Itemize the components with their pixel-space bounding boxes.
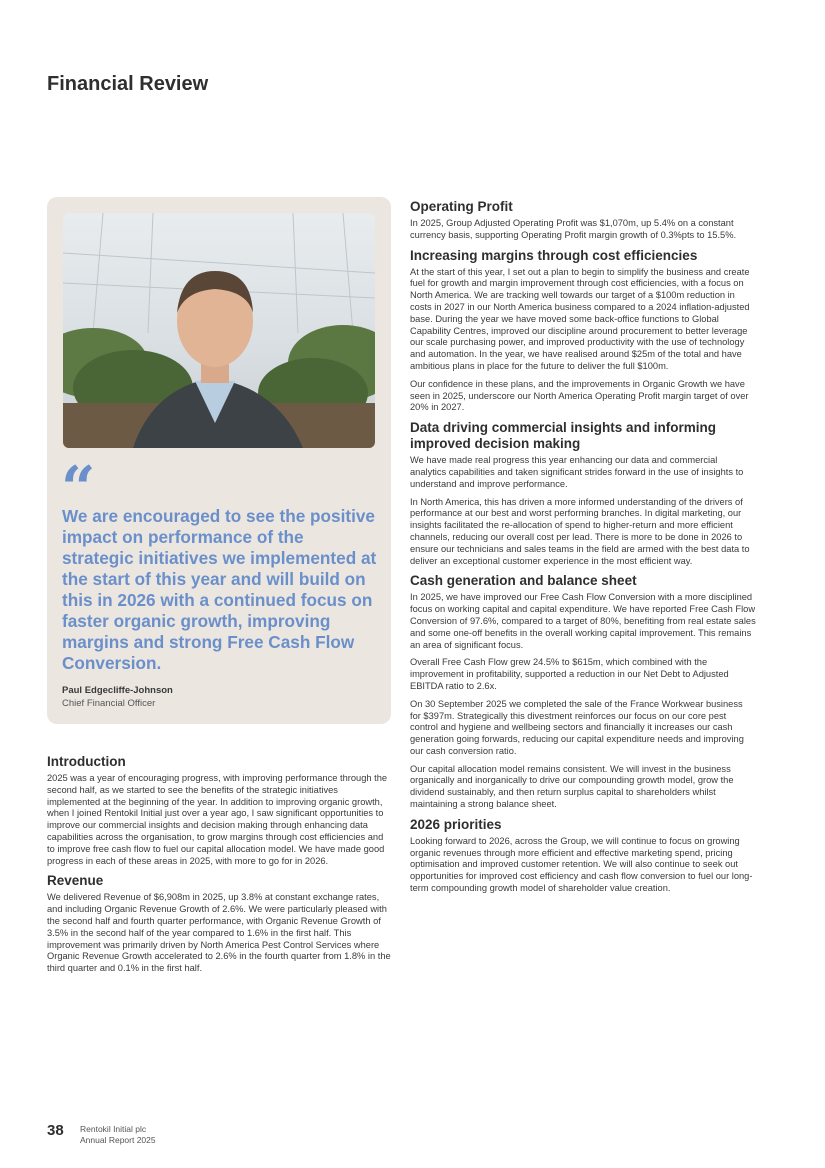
section-heading: Data driving commercial insights and informing improved decision making (410, 420, 717, 452)
section-heading: Operating Profit (410, 199, 513, 214)
pull-quote-text: We are encouraged to see the positive impact on performance of the strategic initiatives we implemented at the start of this year and will build on this in 2026 with a continued focus on faster organic growth, improving margins and strong Free Cash Flow Conversion. (62, 506, 377, 673)
section-revenue (47, 873, 393, 975)
section-introduction (47, 754, 393, 867)
footer-report: Annual Report 2025 (80, 1135, 156, 1145)
section-cost-efficiencies (410, 248, 756, 415)
section-paragraph: In 2025, Group Adjusted Operating Profit was $1,070m, up 5.4% on a constant currency basis, supporting Operating Profit margin growth of 0.3%pts to 15.5%. (410, 218, 737, 240)
section-heading: Introduction (47, 754, 126, 769)
section-paragraph: In 2025, we have improved our Free Cash Flow Conversion with a more disciplined focus on working capital and capital expenditure. We have reported Free Cash Flow Conversion of 97.6%, compared to a target of 80%, benefiting from real estate sales and some one-off benefits in the overall working capital improvement. This remains an area of significant focus. (410, 592, 756, 650)
section-heading: Increasing margins through cost efficiencies (410, 247, 698, 263)
section-heading: 2026 priorities (410, 816, 502, 832)
page-title: Financial Review (47, 73, 209, 95)
section-paragraph: Overall Free Cash Flow grew 24.5% to $615m, which combined with the improvement in profitability, supported a reduction in our Net Debt to Adjusted EBITDA ratio to 2.6x. (410, 657, 729, 691)
section-paragraph: At the start of this year, I set out a plan to begin to simplify the business and create fuel for growth and margin improvement through cost efficiencies, with a focus on North America. We are tracking well towards our target of a $100m reduction in costs in 2027 in our North America business compared to a 2024 inflation-adjusted base. During the year we have moved some back-office functions to Global Capability Centres, improved our discipline around procurement to better leverage our scale purchasing power, and improved productivity with the use of technology and automation. In the year, we have realised around $25m of the total and have ambitious plans in place for the future to deliver the full $100m. (410, 266, 750, 371)
section-paragraph: Looking forward to 2026, across the Group, we will continue to focus on growing organic revenues through more efficient and effective marketing spend, pricing optimisation and improved customer retention. We will also continue to seek out opportunities for improved cost efficiency and cash flow conversion to fuel our long-term compounding growth model of shareholder value creation. (410, 835, 753, 894)
quote-author-role: Chief Financial Officer (62, 698, 156, 709)
quote-author-name: Paul Edgecliffe-Johnson (62, 685, 173, 696)
section-2026-priorities (410, 817, 756, 895)
section-paragraph: In North America, this has driven a more informed understanding of the drivers of performance at our best and worst performing branches. In digital marketing, our insights facilitated the re-allocation of spend to higher-return and more efficient channels, reducing our overall cost per lead. There is more to be done in 2026 to ensure our technicians and sales teams in the field are armed with the best data to deliver an exceptional customer experience in the most efficient way. (410, 496, 750, 566)
quote-mark-icon: “ (61, 454, 96, 524)
page-number: 38 (47, 1122, 64, 1139)
right-column (410, 199, 756, 901)
left-column (47, 754, 393, 981)
section-paragraph: We have made real progress this year enhancing our data and commercial analytics capabilities and taken significant strides forward in the use of insights to understand and improve performance. (410, 455, 744, 489)
footer-caption (80, 1124, 156, 1146)
section-cash-generation (410, 573, 756, 811)
section-paragraph: On 30 September 2025 we completed the sale of the France Workwear business for $397m. Strategically this divestment reinforces our focus on our core pest control and hygiene and wellbeing sectors and financially it increases our cash generation going forwards, reducing our capital expenditure needs and improving our cash conversion ratio. (410, 698, 744, 756)
section-paragraph: Our capital allocation model remains consistent. We will invest in the business organically and inorganically to drive our compounding growth model, grow the dividend sustainably, and then return surplus capital to shareholders whilst maintaining a strong balance sheet. (410, 763, 734, 810)
executive-portrait-image (63, 213, 375, 448)
section-operating-profit (410, 199, 756, 242)
quote-card (47, 197, 391, 724)
section-paragraph: We delivered Revenue of $6,908m in 2025, up 3.8% at constant exchange rates, and including Organic Revenue Growth of 2.6%. We were particularly pleased with the second half and fourth quarter performance, with Organic Revenue Growth of 3.5% in the second half of the year compared to 1.6% in the first half. This improvement was primarily driven by North America Pest Control Services where Organic Revenue Growth accelerated to 2.6% in the fourth quarter from 1.8% in the third quarter and 0.1% in the first half. (47, 892, 391, 974)
footer-company: Rentokil Initial plc (80, 1124, 147, 1134)
section-heading: Cash generation and balance sheet (410, 573, 637, 589)
section-heading: Revenue (47, 873, 104, 889)
section-paragraph: 2025 was a year of encouraging progress, with improving performance through the second half, as we started to see the benefits of the strategic initiatives implemented at the beginning of the year. In addition to improving organic growth, when I joined Rentokil Initial just over a year ago, I saw significant opportunities to improve our commercial insights and decision making through enhancing data capabilities across the organisation, to grow margins through cost efficiencies and to improve free cash flow to fuel our capital allocation model. We have made good progress in each of these areas in 2025, with more to go for in 2026. (47, 773, 388, 866)
section-paragraph: Our confidence in these plans, and the improvements in Organic Growth we have seen in 2025, underscore our North America Operating Profit margin target of over 20% in 2027. (410, 378, 749, 413)
section-data-insights (410, 420, 756, 567)
